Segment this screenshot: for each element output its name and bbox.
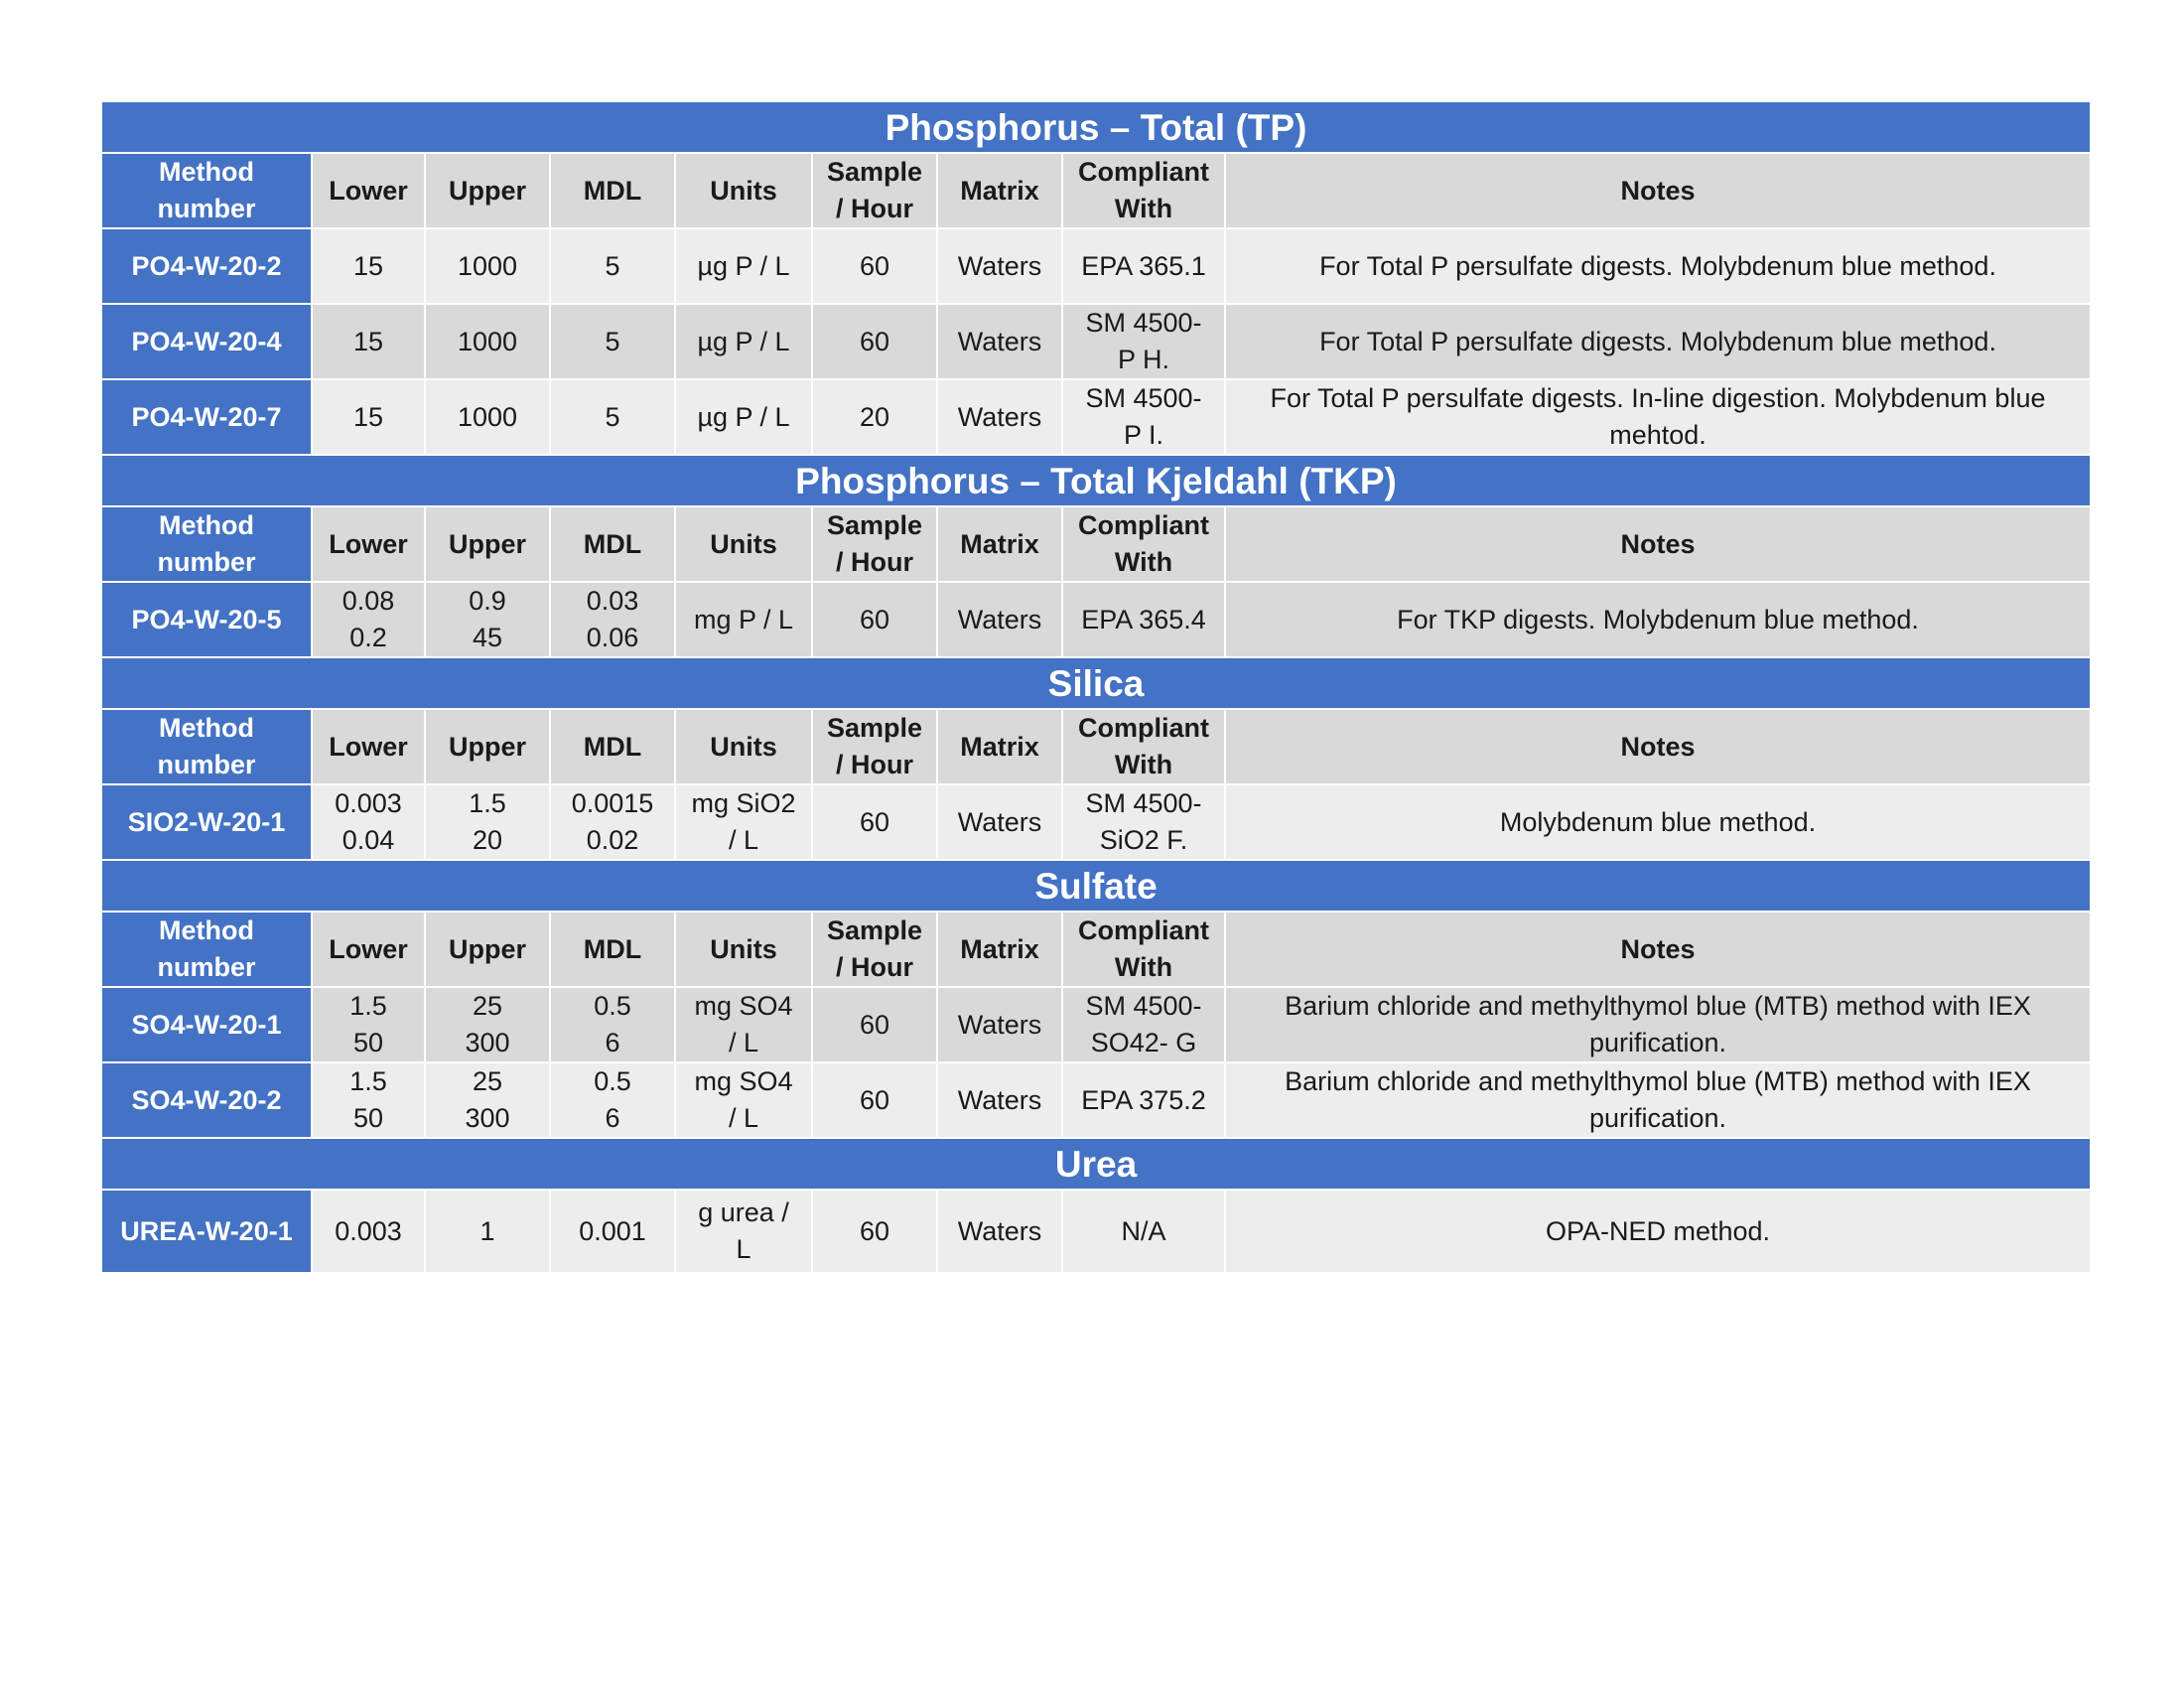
mdl-cell: 5 [550,379,675,455]
col-header-sample-hour: Sample / Hour [812,912,937,987]
method-number: PO4-W-20-4 [101,304,312,379]
methods-table [100,100,2092,1274]
col-header-units: Units [675,709,812,784]
table-row [101,784,2091,860]
upper-cell: 25 300 [425,1062,550,1138]
mdl-cell: 0.0015 0.02 [550,784,675,860]
notes-cell: Barium chloride and methylthymol blue (MTB) method with IEX purification. [1225,987,2091,1062]
sample-hour-cell: 60 [812,304,937,379]
col-header-matrix: Matrix [937,506,1062,582]
col-header-compliant: Compliant With [1062,153,1225,228]
col-header-upper: Upper [425,912,550,987]
lower-cell: 15 [312,228,425,304]
sample-hour-cell: 60 [812,1190,937,1273]
compliant-cell: EPA 365.4 [1062,582,1225,657]
lower-cell: 15 [312,379,425,455]
col-header-lower: Lower [312,709,425,784]
method-number: SO4-W-20-1 [101,987,312,1062]
col-header-mdl: MDL [550,709,675,784]
units-cell: mg SO4 / L [675,1062,812,1138]
col-header-lower: Lower [312,506,425,582]
matrix-cell: Waters [937,228,1062,304]
col-header-upper: Upper [425,709,550,784]
notes-cell: Molybdenum blue method. [1225,784,2091,860]
col-header-notes: Notes [1225,506,2091,582]
units-cell: mg P / L [675,582,812,657]
col-header-units: Units [675,153,812,228]
lower-cell: 1.5 50 [312,987,425,1062]
units-cell: µg P / L [675,379,812,455]
method-number: SIO2-W-20-1 [101,784,312,860]
upper-cell: 1000 [425,379,550,455]
section-sulfate [101,860,2091,1138]
table-row [101,987,2091,1062]
section-tp [101,101,2091,455]
upper-cell: 1 [425,1190,550,1273]
matrix-cell: Waters [937,304,1062,379]
upper-cell: 1000 [425,304,550,379]
mdl-cell: 0.5 6 [550,987,675,1062]
section-title: Phosphorus – Total (TP) [101,101,2091,153]
compliant-cell: SM 4500- SO42- G [1062,987,1225,1062]
column-header-row [101,709,2091,784]
method-number: UREA-W-20-1 [101,1190,312,1273]
col-header-notes: Notes [1225,912,2091,987]
table-row [101,582,2091,657]
sample-hour-cell: 60 [812,228,937,304]
lower-cell: 0.08 0.2 [312,582,425,657]
col-header-upper: Upper [425,506,550,582]
sample-hour-cell: 60 [812,582,937,657]
table-row [101,228,2091,304]
upper-cell: 0.9 45 [425,582,550,657]
units-cell: mg SO4 / L [675,987,812,1062]
lower-cell: 1.5 50 [312,1062,425,1138]
matrix-cell: Waters [937,1062,1062,1138]
compliant-cell: SM 4500- P H. [1062,304,1225,379]
column-header-row [101,153,2091,228]
units-cell: µg P / L [675,228,812,304]
table-row [101,1062,2091,1138]
lower-cell: 15 [312,304,425,379]
table-row [101,379,2091,455]
col-header-mdl: MDL [550,153,675,228]
matrix-cell: Waters [937,1190,1062,1273]
mdl-cell: 5 [550,304,675,379]
upper-cell: 25 300 [425,987,550,1062]
col-header-mdl: MDL [550,912,675,987]
mdl-cell: 0.5 6 [550,1062,675,1138]
upper-cell: 1.5 20 [425,784,550,860]
section-title: Urea [101,1138,2091,1190]
matrix-cell: Waters [937,784,1062,860]
mdl-cell: 5 [550,228,675,304]
notes-cell: For TKP digests. Molybdenum blue method. [1225,582,2091,657]
col-header-matrix: Matrix [937,709,1062,784]
sample-hour-cell: 20 [812,379,937,455]
col-header-sample-hour: Sample / Hour [812,506,937,582]
sample-hour-cell: 60 [812,784,937,860]
compliant-cell: EPA 365.1 [1062,228,1225,304]
mdl-cell: 0.001 [550,1190,675,1273]
col-header-compliant: Compliant With [1062,709,1225,784]
col-header-units: Units [675,912,812,987]
col-header-lower: Lower [312,912,425,987]
notes-cell: For Total P persulfate digests. Molybdenum blue method. [1225,304,2091,379]
table-row [101,304,2091,379]
col-header-notes: Notes [1225,153,2091,228]
matrix-cell: Waters [937,582,1062,657]
compliant-cell: N/A [1062,1190,1225,1273]
col-header-method: Method number [101,709,312,784]
matrix-cell: Waters [937,379,1062,455]
mdl-cell: 0.03 0.06 [550,582,675,657]
col-header-mdl: MDL [550,506,675,582]
lower-cell: 0.003 0.04 [312,784,425,860]
col-header-notes: Notes [1225,709,2091,784]
section-tkp [101,455,2091,657]
notes-cell: For Total P persulfate digests. Molybdenum blue method. [1225,228,2091,304]
section-urea [101,1138,2091,1273]
col-header-compliant: Compliant With [1062,506,1225,582]
units-cell: mg SiO2 / L [675,784,812,860]
col-header-method: Method number [101,153,312,228]
method-number: SO4-W-20-2 [101,1062,312,1138]
col-header-matrix: Matrix [937,153,1062,228]
col-header-matrix: Matrix [937,912,1062,987]
compliant-cell: EPA 375.2 [1062,1062,1225,1138]
section-title: Phosphorus – Total Kjeldahl (TKP) [101,455,2091,506]
section-title: Silica [101,657,2091,709]
column-header-row [101,506,2091,582]
col-header-sample-hour: Sample / Hour [812,709,937,784]
sample-hour-cell: 60 [812,1062,937,1138]
units-cell: µg P / L [675,304,812,379]
units-cell: g urea / L [675,1190,812,1273]
method-number: PO4-W-20-2 [101,228,312,304]
notes-cell: Barium chloride and methylthymol blue (MTB) method with IEX purification. [1225,1062,2091,1138]
compliant-cell: SM 4500- SiO2 F. [1062,784,1225,860]
table-row [101,1190,2091,1273]
lower-cell: 0.003 [312,1190,425,1273]
upper-cell: 1000 [425,228,550,304]
section-title: Sulfate [101,860,2091,912]
section-silica [101,657,2091,860]
col-header-units: Units [675,506,812,582]
col-header-method: Method number [101,912,312,987]
method-number: PO4-W-20-5 [101,582,312,657]
notes-cell: OPA-NED method. [1225,1190,2091,1273]
sample-hour-cell: 60 [812,987,937,1062]
notes-cell: For Total P persulfate digests. In-line digestion. Molybdenum blue mehtod. [1225,379,2091,455]
col-header-sample-hour: Sample / Hour [812,153,937,228]
compliant-cell: SM 4500- P I. [1062,379,1225,455]
col-header-upper: Upper [425,153,550,228]
method-number: PO4-W-20-7 [101,379,312,455]
col-header-method: Method number [101,506,312,582]
col-header-lower: Lower [312,153,425,228]
column-header-row [101,912,2091,987]
matrix-cell: Waters [937,987,1062,1062]
col-header-compliant: Compliant With [1062,912,1225,987]
methods-sheet [100,100,2090,1274]
